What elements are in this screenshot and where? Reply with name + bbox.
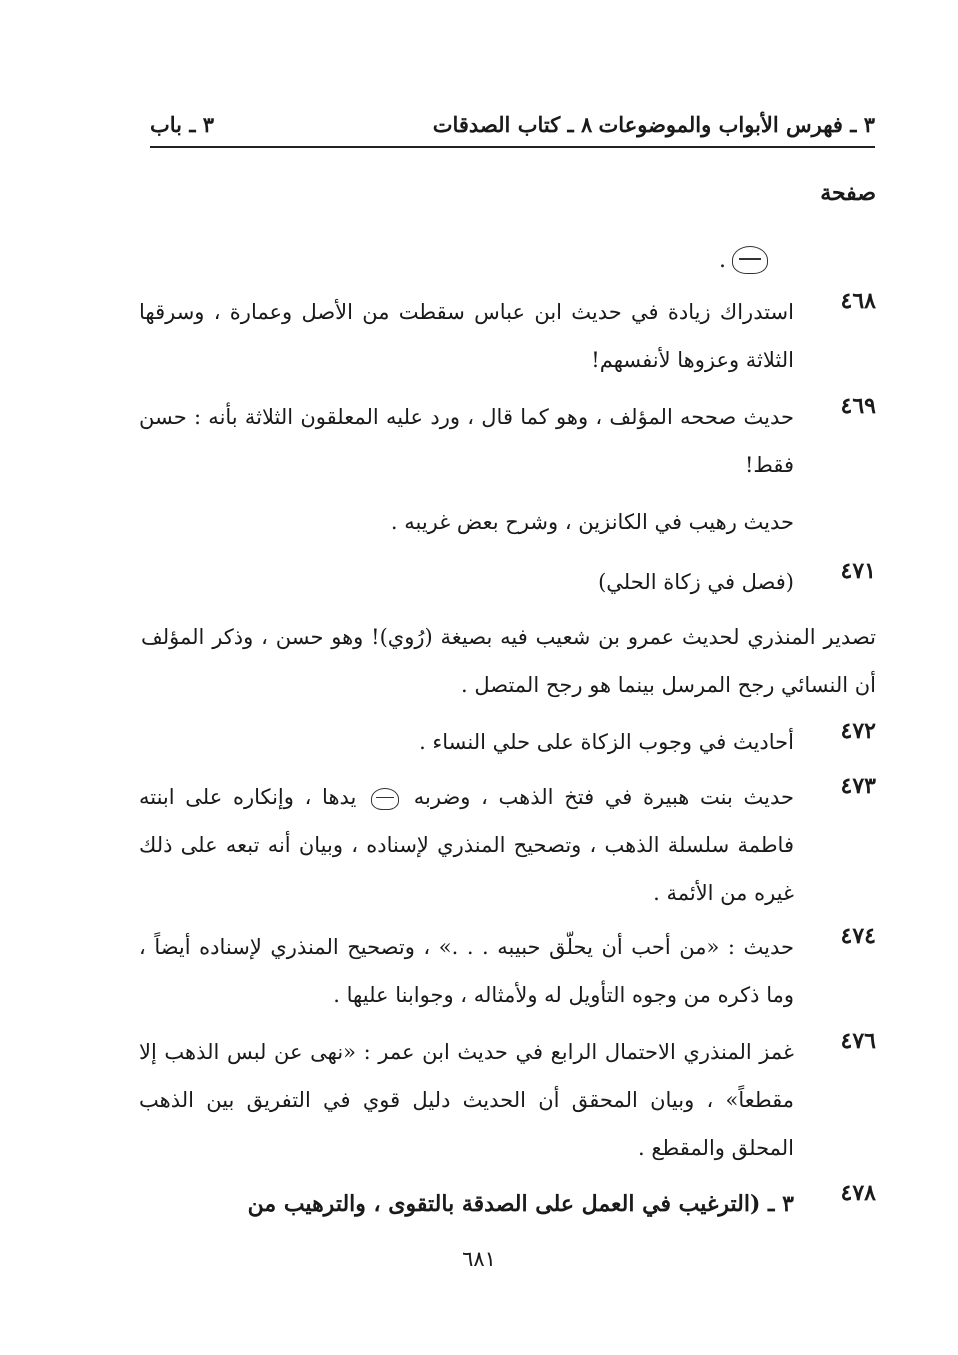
- index-entry: [146, 718, 876, 768]
- honorific-seal-icon: [371, 788, 399, 810]
- entry-text: ٣ ـ (الترغيب في العمل على الصدقة بالتقوى ، والترهيب من: [247, 1191, 794, 1217]
- entry-page-number: ٤٧٨: [840, 1180, 876, 1206]
- header-section-title: ٣ ـ فهرس الأبواب والموضوعات: [598, 112, 875, 137]
- entry-text: [139, 773, 794, 917]
- index-entry: [141, 613, 876, 713]
- entry-page-number: ٤٦٨: [840, 288, 876, 314]
- entry-page-number: ٤٧٦: [840, 1028, 876, 1054]
- index-entry: [146, 558, 876, 608]
- index-entry: [139, 393, 876, 493]
- index-entry: [139, 1028, 876, 1178]
- entry-page-number: ٤٦٩: [840, 393, 876, 419]
- index-entry: [146, 498, 876, 548]
- header-chapter-label: ٣ ـ باب: [150, 112, 215, 137]
- entry-text: حديث رهيب في الكانزين ، وشرح بعض غريبه .: [390, 510, 794, 534]
- honorific-seal-icon: [732, 246, 768, 274]
- entry-text: حديث صححه المؤلف ، وهو كما قال ، ورد عليه المعلقون الثلاثة بأنه : حسن فقط!: [139, 405, 794, 477]
- header-book-title: ٨ ـ كتاب الصدقات: [432, 112, 593, 137]
- entry-page-number: ٤٧١: [840, 558, 876, 584]
- entry-text: (فصل في زكاة الحلي): [598, 570, 794, 594]
- index-entry: [139, 773, 876, 923]
- index-entry: [146, 1180, 876, 1230]
- entry-text: غمز المنذري الاحتمال الرابع في حديث ابن عمر : «نهى عن لبس الذهب إلا مقطعاً» ، وبيان المحقق أن الحديث دليل قوي في التفريق بين الذهب المحلق والمقطع .: [139, 1040, 794, 1160]
- entry-text: استدراك زيادة في حديث ابن عباس سقطت من الأصل وعمارة ، وسرقها الثلاثة وعزوها لأنفسهم!: [139, 300, 794, 372]
- entry-text: حديث : «من أحب أن يحلّق حبيبه . . .» ، وتصحيح المنذري لإسناده أيضاً ، وما ذكره من وجوه التأويل له ولأمثاله ، وجوابنا عليها .: [139, 935, 794, 1007]
- page-number: ٦٨١: [462, 1247, 496, 1271]
- entry-text: أحاديث في وجوب الزكاة على حلي النساء .: [419, 730, 794, 754]
- entry-page-number: ٤٧٣: [840, 773, 876, 799]
- index-entry: [139, 288, 876, 388]
- honorific-line: [648, 240, 768, 280]
- entry-text-part: يدها ، وإنكاره على ابنته فاطمة سلسلة الذهب ، وتصحيح المنذري لإسناده ، وبيان أنه تبعه على ذلك غيره من الأئمة .: [139, 785, 794, 905]
- entry-text-part: حديث بنت هبيرة في فتخ الذهب ، وضربه: [413, 785, 794, 809]
- entry-text: تصدير المنذري لحديث عمرو بن شعيب فيه بصيغة (رُوي)! وهو حسن ، وذكر المؤلف أن النسائي رجح المرسل بينما هو رجح المتصل .: [141, 625, 876, 697]
- index-entry: [139, 923, 876, 1023]
- running-header: [150, 110, 875, 148]
- period-mark: .: [719, 247, 726, 273]
- entry-page-number: ٤٧٢: [840, 718, 876, 744]
- entry-page-number: ٤٧٤: [840, 923, 876, 949]
- page-column-heading: صفحة: [820, 180, 876, 206]
